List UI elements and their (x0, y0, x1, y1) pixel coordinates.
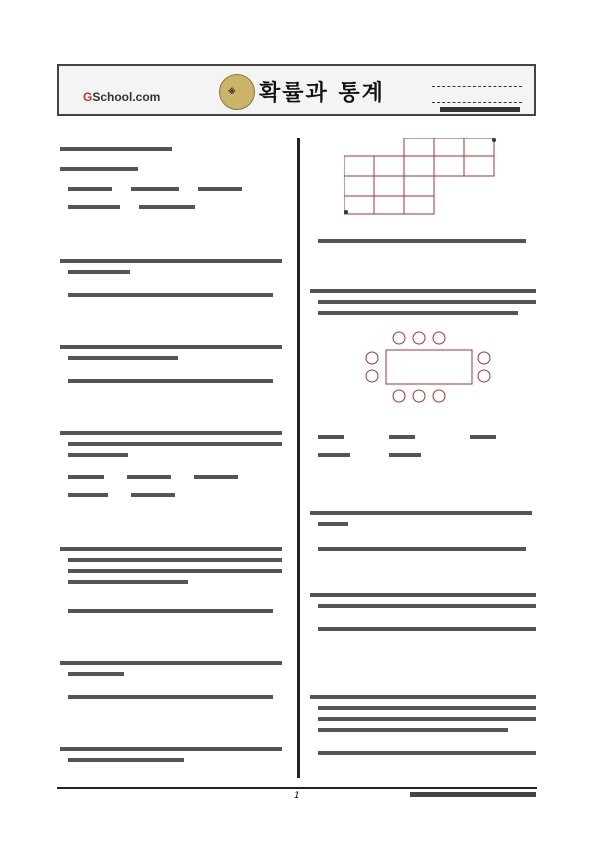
question-block (60, 422, 290, 455)
site-logo: GSchool.com (83, 90, 161, 104)
question-block (60, 652, 290, 674)
table-seating-figure (364, 330, 494, 410)
badge-icon: ※ (219, 74, 255, 110)
question-block (60, 538, 290, 582)
grid-figure (344, 138, 524, 218)
worksheet-title: 확률과 통계 (259, 81, 385, 106)
question-block (310, 686, 540, 730)
worksheet-header (57, 64, 536, 116)
name-fields (432, 74, 522, 112)
question-block (60, 250, 290, 272)
question-block (60, 738, 290, 760)
question-block (310, 280, 540, 313)
question-block (310, 502, 540, 524)
question-block (310, 584, 540, 606)
column-divider (297, 138, 300, 778)
question-block (60, 336, 290, 358)
page-number: 1 (294, 791, 300, 801)
footer-brand (410, 792, 536, 797)
section-heading (60, 138, 172, 157)
footer-rule (57, 787, 537, 789)
question-block (60, 158, 290, 169)
